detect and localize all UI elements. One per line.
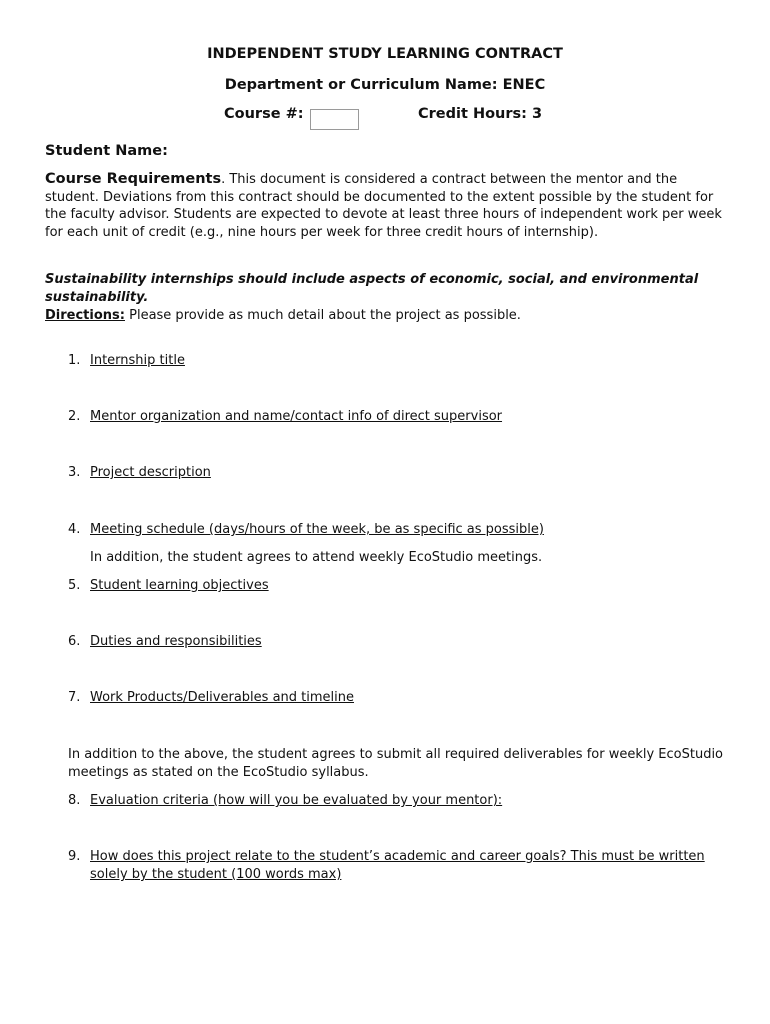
item-number: 6. <box>68 634 81 649</box>
credit-hours-label: Credit Hours: 3 <box>418 106 543 122</box>
list-item <box>68 633 728 651</box>
learning-objectives-prompt: Student learning objectives <box>90 578 269 593</box>
directions <box>45 307 521 325</box>
work-products-prompt: Work Products/Deliverables and timeline <box>90 690 354 705</box>
department-line: Department or Curriculum Name: ENEC <box>224 77 546 93</box>
evaluation-criteria-prompt: Evaluation criteria (how will you be evaluated by your mentor): <box>90 793 503 808</box>
list-item <box>68 464 728 482</box>
list-item <box>68 792 728 810</box>
item-number: 2. <box>68 409 81 424</box>
list-item <box>68 521 728 539</box>
project-description-prompt: Project description <box>90 465 211 480</box>
course-requirements-body: . This document is considered a contract between the mentor and the student. Deviations from this contract should be documented to the extent possible by the student for the faculty advisor. Students are expected to devote at least three hours of independent work per week for each unit of credit (e.g., nine hours per week for three credit hours of internship). <box>45 172 722 240</box>
mentor-organization-prompt: Mentor organization and name/contact info of direct supervisor <box>90 409 503 424</box>
item-number: 8. <box>68 793 81 808</box>
deliverables-note: In addition to the above, the student agrees to submit all required deliverables for weekly EcoStudio meetings as stated on the EcoStudio syllabus. <box>68 747 724 780</box>
meeting-schedule-prompt: Meeting schedule (days/hours of the week, be as specific as possible) <box>90 522 544 537</box>
career-goals-prompt: How does this project relate to the student’s academic and career goals? This must be written solely by the student (100 words max) <box>90 849 705 882</box>
course-row <box>0 106 770 134</box>
item-number: 1. <box>68 353 81 368</box>
list-item <box>68 577 728 595</box>
internship-title-prompt: Internship title <box>90 353 185 368</box>
directions-label: Directions: <box>45 308 125 323</box>
document-title: INDEPENDENT STUDY LEARNING CONTRACT <box>207 46 563 62</box>
list-item <box>68 352 728 370</box>
sustainability-note: Sustainability internships should include aspects of economic, social, and environmental sustainability. <box>45 272 699 305</box>
student-name-label: Student Name: <box>45 143 168 159</box>
list-item <box>68 848 708 884</box>
course-number-label: Course #: <box>224 106 304 122</box>
course-requirements <box>45 171 725 241</box>
meetings-note: In addition, the student agrees to attend weekly EcoStudio meetings. <box>90 550 543 565</box>
list-item <box>68 408 728 426</box>
item-number: 5. <box>68 578 81 593</box>
course-number-field[interactable] <box>310 109 359 130</box>
item-number: 7. <box>68 690 81 705</box>
item-number: 3. <box>68 465 81 480</box>
course-requirements-title: Course Requirements <box>45 171 222 187</box>
item-number: 4. <box>68 522 81 537</box>
list-item <box>68 689 728 707</box>
item-number: 9. <box>68 849 81 864</box>
directions-text: Please provide as much detail about the project as possible. <box>124 308 521 323</box>
duties-prompt: Duties and responsibilities <box>90 634 262 649</box>
